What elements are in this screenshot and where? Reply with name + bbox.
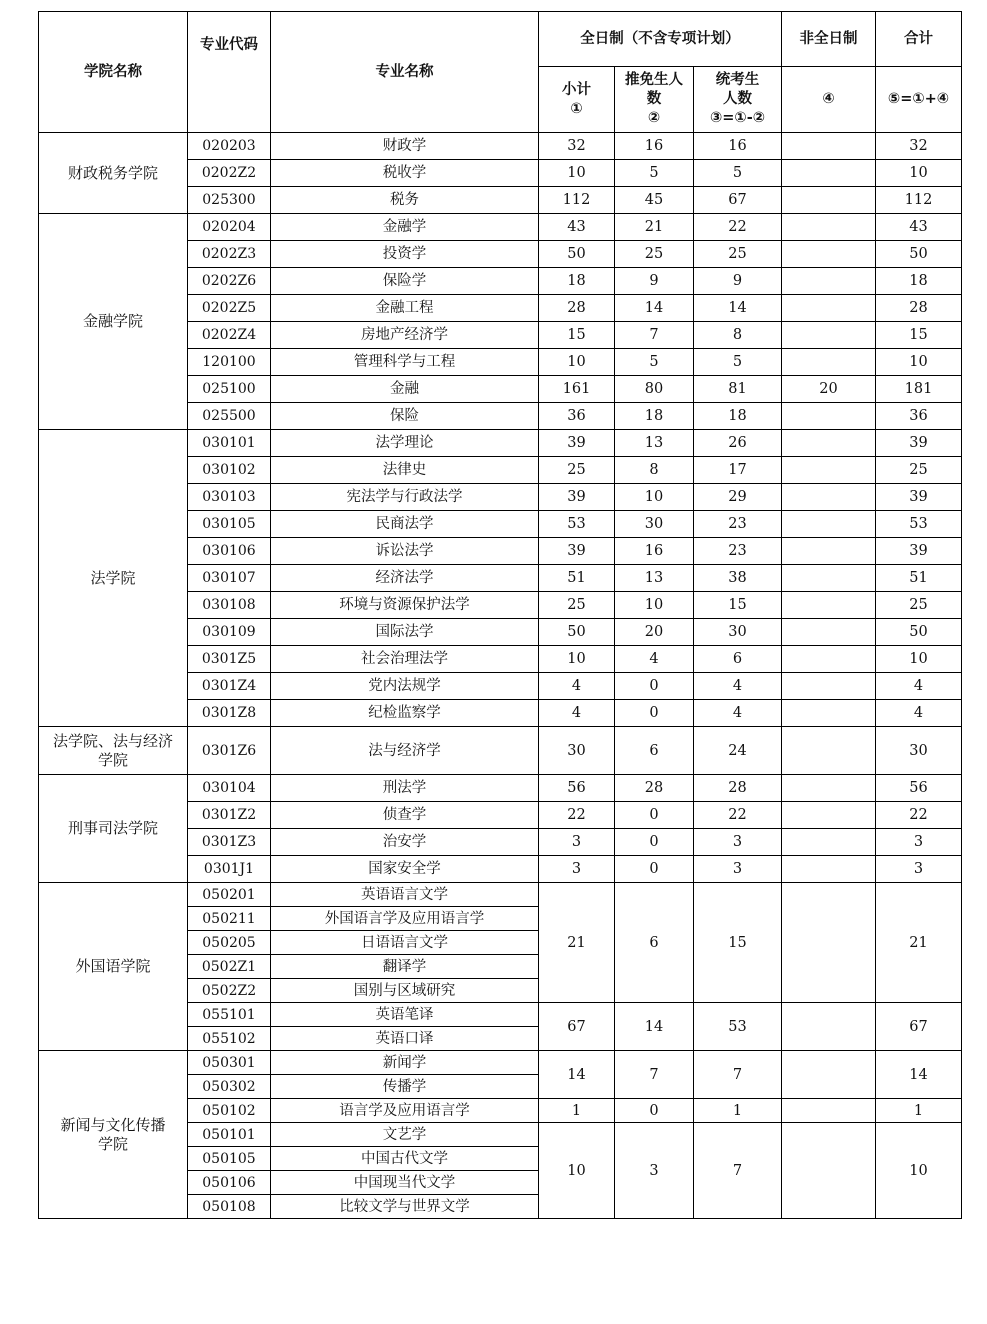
cell-exam: 16	[694, 133, 782, 160]
cell-exempt: 13	[615, 565, 694, 592]
major-code: 025300	[188, 187, 271, 214]
cell-subtotal: 43	[539, 214, 615, 241]
major-code: 050108	[188, 1195, 271, 1219]
college-name-line: 刑事司法学院	[67, 819, 158, 837]
cell-subtotal: 14	[539, 1051, 615, 1099]
cell-total: 28	[876, 295, 962, 322]
header-college: 学院名称	[39, 12, 188, 133]
major-name: 民商法学	[271, 511, 539, 538]
cell-exempt: 45	[615, 187, 694, 214]
header-parttime: 非全日制	[782, 12, 876, 67]
cell-parttime	[782, 349, 876, 376]
cell-exam: 15	[694, 883, 782, 1003]
major-code: 050205	[188, 931, 271, 955]
college-name-line: 法学院	[90, 568, 136, 587]
cell-subtotal: 4	[539, 700, 615, 727]
cell-exempt: 5	[615, 160, 694, 187]
cell-total: 39	[876, 538, 962, 565]
major-code: 0502Z1	[188, 955, 271, 979]
cell-subtotal: 36	[539, 403, 615, 430]
cell-exam: 23	[694, 511, 782, 538]
cell-exam: 81	[694, 376, 782, 403]
cell-parttime	[782, 133, 876, 160]
major-name: 社会治理法学	[271, 646, 539, 673]
major-code: 050301	[188, 1051, 271, 1075]
cell-parttime	[782, 565, 876, 592]
cell-total: 56	[876, 775, 962, 802]
major-name: 翻译学	[271, 955, 539, 979]
cell-exam: 18	[694, 403, 782, 430]
cell-total: 10	[876, 160, 962, 187]
header-parttime-mark: ④	[782, 67, 876, 133]
cell-total: 4	[876, 673, 962, 700]
cell-exempt: 14	[615, 295, 694, 322]
major-name: 税收学	[271, 160, 539, 187]
major-name: 外国语言学及应用语言学	[271, 907, 539, 931]
major-code: 050101	[188, 1123, 271, 1147]
major-name: 宪法学与行政法学	[271, 484, 539, 511]
cell-subtotal: 39	[539, 538, 615, 565]
cell-parttime	[782, 430, 876, 457]
major-name: 金融学	[271, 214, 539, 241]
cell-total: 15	[876, 322, 962, 349]
table-row	[39, 727, 962, 775]
cell-exempt: 5	[615, 349, 694, 376]
cell-parttime	[782, 214, 876, 241]
cell-total: 3	[876, 856, 962, 883]
cell-exempt: 6	[615, 883, 694, 1003]
major-code: 0301Z5	[188, 646, 271, 673]
cell-total: 112	[876, 187, 962, 214]
cell-subtotal: 39	[539, 484, 615, 511]
college-name-line: 学院	[97, 750, 128, 769]
cell-exempt: 16	[615, 538, 694, 565]
cell-total: 10	[876, 646, 962, 673]
major-code: 050302	[188, 1075, 271, 1099]
header-fulltime: 全日制（不含专项计划）	[539, 12, 782, 67]
cell-subtotal: 28	[539, 295, 615, 322]
cell-total: 3	[876, 829, 962, 856]
cell-exempt: 0	[615, 829, 694, 856]
cell-exam: 26	[694, 430, 782, 457]
cell-exempt: 0	[615, 802, 694, 829]
cell-subtotal: 39	[539, 430, 615, 457]
college-name-line: 金融学院	[82, 312, 143, 330]
cell-exempt: 0	[615, 700, 694, 727]
major-code: 030101	[188, 430, 271, 457]
header-exempt-line1: 推免生人	[625, 72, 683, 88]
major-name: 国际法学	[271, 619, 539, 646]
cell-exam: 9	[694, 268, 782, 295]
table-row	[39, 133, 962, 160]
major-name: 英语口译	[271, 1027, 539, 1051]
major-name: 刑法学	[271, 775, 539, 802]
cell-exempt: 0	[615, 856, 694, 883]
major-code: 0301Z4	[188, 673, 271, 700]
major-code: 0301Z3	[188, 829, 271, 856]
cell-parttime	[782, 829, 876, 856]
major-name: 治安学	[271, 829, 539, 856]
major-name: 纪检监察学	[271, 700, 539, 727]
cell-parttime	[782, 160, 876, 187]
header-subtotal-mark: ①	[570, 100, 583, 117]
major-code: 030104	[188, 775, 271, 802]
cell-total: 51	[876, 565, 962, 592]
cell-parttime	[782, 457, 876, 484]
cell-parttime: 20	[782, 376, 876, 403]
header-exam	[694, 67, 782, 133]
major-name: 文艺学	[271, 1123, 539, 1147]
major-code: 0301Z8	[188, 700, 271, 727]
cell-exempt: 10	[615, 484, 694, 511]
cell-parttime	[782, 484, 876, 511]
cell-subtotal: 21	[539, 883, 615, 1003]
cell-exempt: 30	[615, 511, 694, 538]
cell-subtotal: 51	[539, 565, 615, 592]
cell-exempt: 14	[615, 1003, 694, 1051]
college-journalism	[39, 1051, 188, 1219]
major-name: 法与经济学	[271, 727, 539, 775]
cell-parttime	[782, 592, 876, 619]
cell-subtotal: 25	[539, 457, 615, 484]
cell-total: 1	[876, 1099, 962, 1123]
cell-exempt: 25	[615, 241, 694, 268]
major-code: 0301Z6	[188, 727, 271, 775]
major-code: 055102	[188, 1027, 271, 1051]
major-code: 030103	[188, 484, 271, 511]
major-code: 030107	[188, 565, 271, 592]
cell-subtotal: 3	[539, 856, 615, 883]
major-name: 房地产经济学	[271, 322, 539, 349]
cell-subtotal: 15	[539, 322, 615, 349]
major-name: 英语语言文学	[271, 883, 539, 907]
cell-parttime	[782, 883, 876, 1003]
major-name: 中国古代文学	[271, 1147, 539, 1171]
cell-exam: 67	[694, 187, 782, 214]
major-code: 0202Z4	[188, 322, 271, 349]
cell-parttime	[782, 187, 876, 214]
header-exam-mark: ③=①-②	[710, 110, 765, 126]
cell-subtotal: 10	[539, 646, 615, 673]
header-subtotal-label: 小计	[562, 81, 591, 98]
cell-exam: 38	[694, 565, 782, 592]
cell-exempt: 9	[615, 268, 694, 295]
cell-subtotal: 4	[539, 673, 615, 700]
header-exam-line2: 人数	[723, 91, 752, 107]
major-name: 侦查学	[271, 802, 539, 829]
cell-exempt: 6	[615, 727, 694, 775]
cell-exempt: 8	[615, 457, 694, 484]
cell-total: 22	[876, 802, 962, 829]
cell-parttime	[782, 802, 876, 829]
cell-total: 18	[876, 268, 962, 295]
cell-subtotal: 3	[539, 829, 615, 856]
major-code: 030108	[188, 592, 271, 619]
college-law	[39, 430, 188, 727]
major-name: 税务	[271, 187, 539, 214]
cell-parttime	[782, 700, 876, 727]
major-code: 025100	[188, 376, 271, 403]
cell-exam: 25	[694, 241, 782, 268]
table-row	[39, 430, 962, 457]
major-code: 0202Z2	[188, 160, 271, 187]
cell-subtotal: 30	[539, 727, 615, 775]
major-name: 法学理论	[271, 430, 539, 457]
cell-subtotal: 32	[539, 133, 615, 160]
college-name-line: 财政税务学院	[67, 163, 158, 182]
cell-parttime	[782, 295, 876, 322]
cell-exam: 22	[694, 214, 782, 241]
cell-exam: 53	[694, 1003, 782, 1051]
cell-exempt: 10	[615, 592, 694, 619]
cell-parttime	[782, 673, 876, 700]
college-finance-tax	[39, 133, 188, 214]
major-code: 120100	[188, 349, 271, 376]
cell-exam: 28	[694, 775, 782, 802]
cell-subtotal: 53	[539, 511, 615, 538]
header-major: 专业名称	[271, 12, 539, 133]
cell-parttime	[782, 1099, 876, 1123]
major-code: 030102	[188, 457, 271, 484]
major-code: 050211	[188, 907, 271, 931]
major-name: 英语笔译	[271, 1003, 539, 1027]
cell-subtotal: 10	[539, 160, 615, 187]
major-name: 投资学	[271, 241, 539, 268]
college-name-line: 法学院、法与经济	[52, 731, 173, 750]
major-code: 030109	[188, 619, 271, 646]
cell-exempt: 80	[615, 376, 694, 403]
cell-total: 181	[876, 376, 962, 403]
cell-total: 39	[876, 484, 962, 511]
major-name: 新闻学	[271, 1051, 539, 1075]
cell-subtotal: 10	[539, 1123, 615, 1219]
major-name: 环境与资源保护法学	[271, 592, 539, 619]
cell-exam: 24	[694, 727, 782, 775]
cell-exam: 30	[694, 619, 782, 646]
major-code: 0202Z3	[188, 241, 271, 268]
major-name: 经济法学	[271, 565, 539, 592]
cell-exam: 15	[694, 592, 782, 619]
cell-total: 30	[876, 727, 962, 775]
header-subtotal	[539, 67, 615, 133]
major-name: 日语语言文学	[271, 931, 539, 955]
major-name: 金融	[271, 376, 539, 403]
cell-total: 32	[876, 133, 962, 160]
cell-exempt: 28	[615, 775, 694, 802]
major-name: 党内法规学	[271, 673, 539, 700]
cell-parttime	[782, 241, 876, 268]
major-name: 保险	[271, 403, 539, 430]
college-foreign-languages	[39, 883, 188, 1051]
cell-exam: 17	[694, 457, 782, 484]
cell-total: 43	[876, 214, 962, 241]
major-code: 0502Z2	[188, 979, 271, 1003]
cell-subtotal: 50	[539, 241, 615, 268]
major-code: 050102	[188, 1099, 271, 1123]
major-code: 0202Z5	[188, 295, 271, 322]
cell-exam: 4	[694, 700, 782, 727]
cell-parttime	[782, 1051, 876, 1099]
cell-exam: 5	[694, 349, 782, 376]
cell-subtotal: 161	[539, 376, 615, 403]
cell-exam: 4	[694, 673, 782, 700]
college-name-line: 外国语学院	[75, 957, 151, 975]
college-criminal-justice	[39, 775, 188, 883]
cell-parttime	[782, 1003, 876, 1051]
cell-subtotal: 18	[539, 268, 615, 295]
document-page	[38, 11, 962, 1219]
cell-parttime	[782, 538, 876, 565]
cell-parttime	[782, 1123, 876, 1219]
cell-total: 10	[876, 349, 962, 376]
major-name: 国别与区域研究	[271, 979, 539, 1003]
cell-exam: 23	[694, 538, 782, 565]
major-code: 0202Z6	[188, 268, 271, 295]
major-name: 中国现当代文学	[271, 1171, 539, 1195]
cell-exempt: 7	[615, 322, 694, 349]
major-name: 金融工程	[271, 295, 539, 322]
cell-parttime	[782, 322, 876, 349]
cell-subtotal: 22	[539, 802, 615, 829]
header-exempt	[615, 67, 694, 133]
major-code: 020204	[188, 214, 271, 241]
cell-total: 67	[876, 1003, 962, 1051]
cell-exam: 1	[694, 1099, 782, 1123]
cell-total: 4	[876, 700, 962, 727]
major-name: 财政学	[271, 133, 539, 160]
cell-subtotal: 67	[539, 1003, 615, 1051]
cell-total: 50	[876, 241, 962, 268]
major-code: 025500	[188, 403, 271, 430]
header-code: 专业代码	[188, 12, 271, 133]
cell-parttime	[782, 775, 876, 802]
cell-total: 25	[876, 592, 962, 619]
cell-total: 53	[876, 511, 962, 538]
major-name: 诉讼法学	[271, 538, 539, 565]
cell-exam: 29	[694, 484, 782, 511]
cell-exempt: 20	[615, 619, 694, 646]
college-name-line: 学院	[97, 1134, 128, 1153]
table-row	[39, 214, 962, 241]
college-law-economics	[39, 727, 188, 775]
major-code: 050106	[188, 1171, 271, 1195]
cell-subtotal: 50	[539, 619, 615, 646]
college-name-line: 新闻与文化传播	[60, 1115, 166, 1134]
cell-exam: 7	[694, 1051, 782, 1099]
cell-exempt: 3	[615, 1123, 694, 1219]
cell-exempt: 0	[615, 1099, 694, 1123]
major-code: 0301J1	[188, 856, 271, 883]
cell-exam: 5	[694, 160, 782, 187]
major-name: 保险学	[271, 268, 539, 295]
major-name: 法律史	[271, 457, 539, 484]
cell-exempt: 0	[615, 673, 694, 700]
cell-exempt: 16	[615, 133, 694, 160]
cell-exempt: 13	[615, 430, 694, 457]
cell-total: 50	[876, 619, 962, 646]
header-exempt-line2: 数	[646, 91, 662, 107]
major-code: 030105	[188, 511, 271, 538]
table-row	[39, 1051, 962, 1075]
major-code: 050201	[188, 883, 271, 907]
major-name: 语言学及应用语言学	[271, 1099, 539, 1123]
cell-subtotal: 10	[539, 349, 615, 376]
major-name: 管理科学与工程	[271, 349, 539, 376]
cell-exempt: 7	[615, 1051, 694, 1099]
table-row	[39, 883, 962, 907]
major-name: 国家安全学	[271, 856, 539, 883]
cell-total: 21	[876, 883, 962, 1003]
cell-subtotal: 112	[539, 187, 615, 214]
cell-exam: 8	[694, 322, 782, 349]
cell-exam: 7	[694, 1123, 782, 1219]
cell-total: 25	[876, 457, 962, 484]
admission-quota-table	[38, 11, 962, 1219]
cell-subtotal: 56	[539, 775, 615, 802]
cell-exempt: 4	[615, 646, 694, 673]
cell-exam: 6	[694, 646, 782, 673]
major-code: 0301Z2	[188, 802, 271, 829]
cell-exempt: 21	[615, 214, 694, 241]
cell-exam: 14	[694, 295, 782, 322]
cell-total: 14	[876, 1051, 962, 1099]
cell-parttime	[782, 511, 876, 538]
cell-parttime	[782, 727, 876, 775]
header-total: 合计	[876, 12, 962, 67]
major-code: 020203	[188, 133, 271, 160]
cell-parttime	[782, 268, 876, 295]
cell-parttime	[782, 856, 876, 883]
header-exempt-mark: ②	[647, 110, 661, 126]
cell-exempt: 18	[615, 403, 694, 430]
cell-total: 10	[876, 1123, 962, 1219]
cell-exam: 3	[694, 829, 782, 856]
cell-parttime	[782, 646, 876, 673]
major-name: 比较文学与世界文学	[271, 1195, 539, 1219]
major-code: 055101	[188, 1003, 271, 1027]
cell-subtotal: 25	[539, 592, 615, 619]
cell-parttime	[782, 403, 876, 430]
cell-subtotal: 1	[539, 1099, 615, 1123]
cell-exam: 22	[694, 802, 782, 829]
header-exam-line1: 统考生	[715, 72, 760, 88]
major-code: 050105	[188, 1147, 271, 1171]
cell-exam: 3	[694, 856, 782, 883]
major-code: 030106	[188, 538, 271, 565]
college-finance	[39, 214, 188, 430]
major-name: 传播学	[271, 1075, 539, 1099]
cell-total: 39	[876, 430, 962, 457]
cell-total: 36	[876, 403, 962, 430]
table-row	[39, 775, 962, 802]
header-total-formula: ⑤=①+④	[876, 67, 962, 133]
cell-parttime	[782, 619, 876, 646]
